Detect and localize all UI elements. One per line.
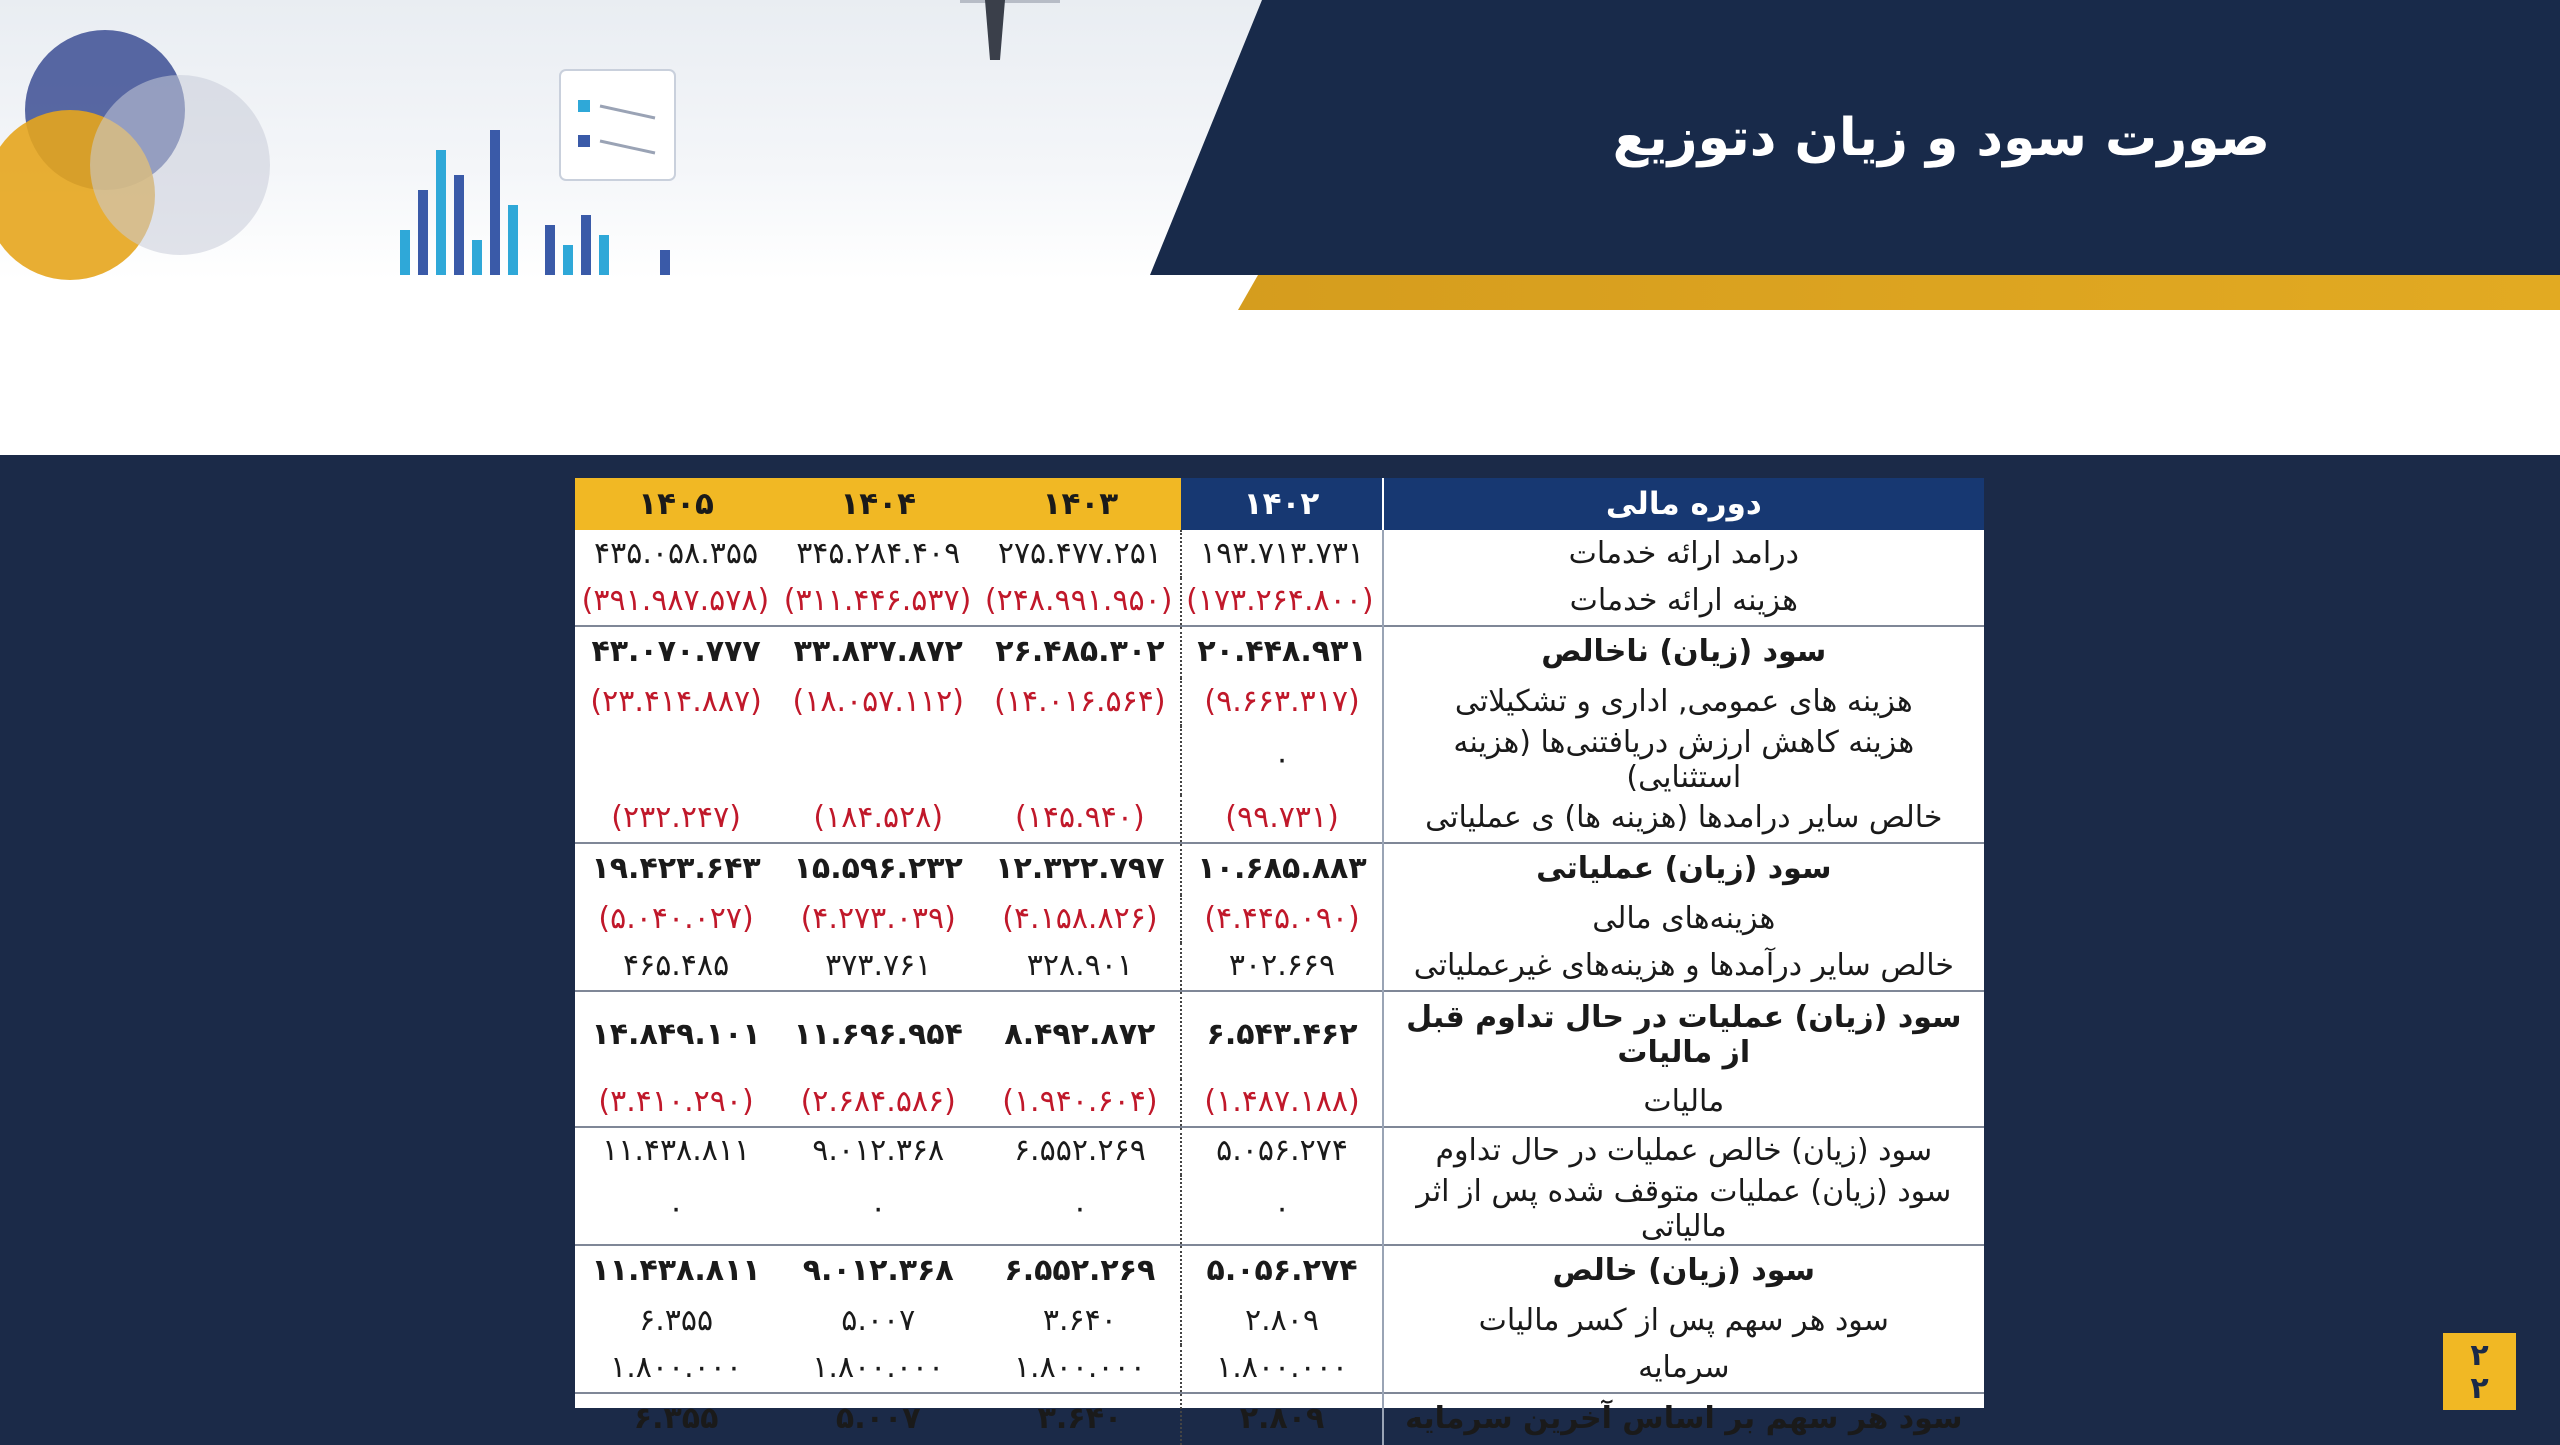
cell-value: ۹.۰۱۲.۳۶۸ [777,1127,979,1175]
cell-value: ۰ [1181,726,1382,795]
financial-table [575,478,1984,1445]
row-label: درامد ارائه خدمات [1383,530,1984,578]
cell-value: ۲۶.۴۸۵.۳۰۲ [979,626,1181,678]
cell-value: ۶.۵۵۲.۲۶۹ [979,1245,1181,1297]
cell-value: ۴۳۵.۰۵۸.۳۵۵ [594,535,759,571]
cell-value: (۱۸.۰۵۷.۱۱۲) [792,683,964,719]
table-row [575,1345,1984,1393]
row-label: سود هر سهم بر اساس آخرین سرمایه [1383,1393,1984,1445]
cell-value: (۹.۶۶۳.۳۱۷) [1181,678,1382,726]
cell-value: (۲۳۲.۲۴۷) [611,800,741,836]
row-label: سود هر سهم پس از کسر مالیات [1383,1297,1984,1345]
chart-photo [0,0,1300,280]
page-number-bottom: ۲ [2470,1370,2489,1406]
cell-value: ۱۹۳.۷۱۳.۷۳۱ [1181,530,1382,578]
cell-value: ۰ [668,1191,685,1227]
cell-value: ۲.۸۰۹ [1181,1297,1382,1345]
row-label: هزینه های عمومی, اداری و تشکیلاتی [1383,678,1984,726]
cell-value: ۶.۳۵۵ [575,1393,777,1445]
header-period: دوره مالی [1383,478,1984,530]
row-label: هزینه کاهش ارزش دریافتنی‌ها (هزینه استثنایی) [1383,726,1984,795]
decorative-chart-illustration [0,0,1300,280]
table-header-row [575,478,1984,530]
row-label: سود (زیان) عملیات متوقف شده پس از اثر مالیاتی [1383,1175,1984,1245]
cell-value: (۱۷۳.۲۶۴.۸۰۰) [1181,578,1382,626]
table-row [575,943,1984,991]
cell-value: (۳.۴۱۰.۲۹۰) [598,1084,754,1120]
table-row [575,1175,1984,1245]
cell-value: ۱۱.۶۹۶.۹۵۴ [777,991,979,1079]
header-year-1405: ۱۴۰۵ [575,478,777,530]
cell-value: (۱.۴۸۷.۱۸۸) [1181,1079,1382,1127]
cell-value: ۵.۰۰۷ [841,1302,916,1338]
cell-value: ۶.۳۵۵ [639,1302,714,1338]
cell-value: (۳۹۱.۹۸۷.۵۷۸) [581,583,770,619]
page-title: صورت سود و زیان دتوزیع [1612,108,2270,168]
cell-value: ۱.۸۰۰.۰۰۰ [1013,1350,1146,1386]
header-year-1402: ۱۴۰۲ [1181,478,1382,530]
cell-value: ۳.۶۴۰ [1042,1302,1117,1338]
row-label: سود (زیان) عملیات در حال تداوم قبل از مالیات [1383,991,1984,1079]
table-row [575,530,1984,578]
row-label: خالص سایر درامدها (هزینه ها) ی عملیاتی [1383,795,1984,843]
cell-value: ۰ [1071,1191,1088,1227]
cell-value: (۹۹.۷۳۱) [1181,795,1382,843]
cell-value: ۳.۶۴۰ [979,1393,1181,1445]
cell-value: ۳۴۵.۲۸۴.۴۰۹ [796,535,961,571]
cell-value: (۲۳.۴۱۴.۸۸۷) [590,683,762,719]
row-label: سود (زیان) عملیاتی [1383,843,1984,895]
cell-value: (۴.۲۷۳.۰۳۹) [800,900,956,936]
cell-value: ۱۹.۴۲۳.۶۴۳ [575,843,777,895]
cell-value: ۱۰.۶۸۵.۸۸۳ [1181,843,1382,895]
cell-value: (۱.۹۴۰.۶۰۴) [1002,1084,1158,1120]
row-label: هزینه‌های مالی [1383,895,1984,943]
table-row [575,678,1984,726]
cell-value: ۱۴.۸۴۹.۱۰۱ [575,991,777,1079]
cell-value: ۱.۸۰۰.۰۰۰ [812,1350,945,1386]
cell-value: (۵.۰۴۰.۰۲۷) [598,900,754,936]
income-statement-table [575,478,1984,1437]
cell-value: ۰ [870,1191,887,1227]
table-row [575,991,1984,1079]
header-year-1404: ۱۴۰۴ [777,478,979,530]
cell-value: ۵.۰۵۶.۲۷۴ [1181,1245,1382,1297]
cell-value: ۱۱.۴۳۸.۸۱۱ [575,1245,777,1297]
table-row [575,843,1984,895]
cell-value: ۲۷۵.۴۷۷.۲۵۱ [997,535,1162,571]
cell-value: (۲.۶۸۴.۵۸۶) [800,1084,956,1120]
cell-value: ۵.۰۵۶.۲۷۴ [1181,1127,1382,1175]
cell-value: (۱۸۴.۵۲۸) [813,800,944,836]
cell-value: ۹.۰۱۲.۳۶۸ [777,1245,979,1297]
cell-value [979,726,1181,795]
cell-value: ۸.۴۹۲.۸۷۲ [979,991,1181,1079]
cell-value: (۴.۴۴۵.۰۹۰) [1181,895,1382,943]
row-label: سود (زیان) خالص عملیات در حال تداوم [1383,1127,1984,1175]
cell-value: ۱.۸۰۰.۰۰۰ [610,1350,743,1386]
cell-value: ۶.۵۴۳.۴۶۲ [1181,991,1382,1079]
table-row [575,626,1984,678]
cell-value [777,726,979,795]
table-row [575,578,1984,626]
cell-value: ۱۱.۴۳۸.۸۱۱ [575,1127,777,1175]
row-label: سود (زیان) ناخالص [1383,626,1984,678]
page-number-badge [2443,1333,2516,1410]
row-label: هزینه ارائه خدمات [1383,578,1984,626]
table-row [575,895,1984,943]
cell-value: ۱۵.۵۹۶.۲۳۲ [777,843,979,895]
row-label: سرمایه [1383,1345,1984,1393]
table-row [575,1079,1984,1127]
cell-value [575,726,777,795]
cell-value: (۱۴۵.۹۴۰) [1015,800,1145,836]
cell-value: ۳۳.۸۳۷.۸۷۲ [777,626,979,678]
header-year-1403: ۱۴۰۳ [979,478,1181,530]
cell-value: ۲۰.۴۴۸.۹۳۱ [1181,626,1382,678]
table-row [575,1297,1984,1345]
header-banner [0,0,2560,455]
page-number-top: ۲ [2470,1337,2489,1373]
cell-value: ۱۲.۳۲۲.۷۹۷ [979,843,1181,895]
row-label: سود (زیان) خالص [1383,1245,1984,1297]
cell-value: ۱.۸۰۰.۰۰۰ [1181,1345,1382,1393]
cell-value: (۱۴.۰۱۶.۵۶۴) [994,683,1166,719]
cell-value: ۲.۸۰۹ [1181,1393,1382,1445]
cell-value: ۴۶۵.۴۸۵ [622,948,730,984]
cell-value: ۳۲۸.۹۰۱ [1026,948,1133,984]
cell-value: ۳۷۳.۷۶۱ [825,948,932,984]
row-label: خالص سایر درآمدها و هزینه‌های غیرعملیاتی [1383,943,1984,991]
cell-value: ۶.۵۵۲.۲۶۹ [979,1127,1181,1175]
cell-value: (۴.۱۵۸.۸۲۶) [1002,900,1158,936]
cell-value: ۴۳.۰۷۰.۷۷۷ [575,626,777,678]
cell-value: ۳۰۲.۶۶۹ [1181,943,1382,991]
table-row [575,1393,1984,1445]
table-row [575,726,1984,795]
cell-value: (۲۴۸.۹۹۱.۹۵۰) [984,583,1173,619]
cell-value: ۰ [1181,1175,1382,1245]
table-row [575,1127,1984,1175]
cell-value: ۵.۰۰۷ [777,1393,979,1445]
cell-value: (۳۱۱.۴۴۶.۵۳۷) [783,583,972,619]
gold-accent-stripe [0,275,2560,310]
table-row [575,795,1984,843]
table-row [575,1245,1984,1297]
row-label: مالیات [1383,1079,1984,1127]
